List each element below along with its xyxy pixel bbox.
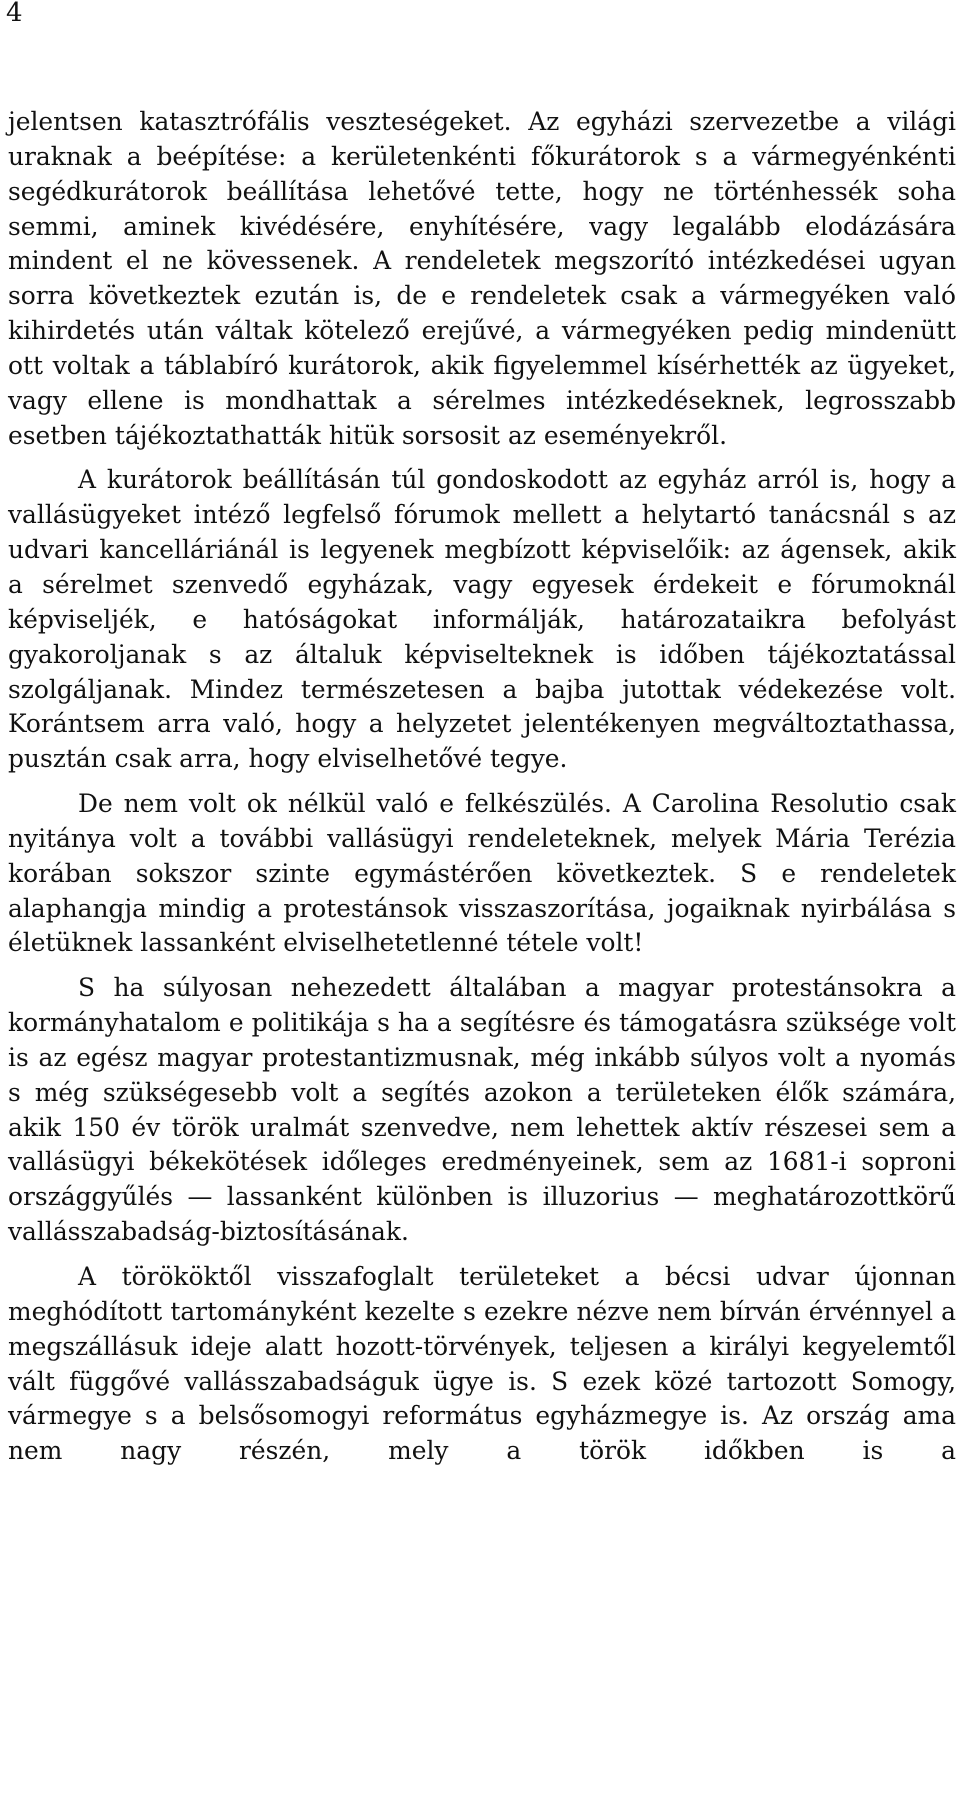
paragraph: De nem volt ok nélkül való e felkészülés. A Carolina Resolutio csak nyitánya volt a további vallásügyi rendeleteknek, melyek Mária Terézia korában sokszor szinte egymástérően következtek. S e rendeletek alaphangja mindig a protestánsok visszaszorítása, jogaiknak nyirbálása s életüknek lassanként elviselhetetlenné tétele volt! bbox=[8, 789, 956, 958]
paragraph: A törököktől visszafoglalt területeket a bécsi udvar újonnan meghódított tartományként kezelte s ezekre nézve nem bírván érvénnyel a megszállásuk ideje alatt hozott-törvények, teljesen a királyi kegyelemtől vált függővé vallásszabadságuk ügye is. S ezek közé tartozott Somogy, vármegye s a belsősomogyi református egyházmegye is. Az ország ama nem nagy részén, mely a török időkben is a bbox=[8, 1262, 956, 1466]
document-body bbox=[8, 105, 956, 1479]
paragraph: S ha súlyosan nehezedett általában a magyar protestánsokra a kormányhatalom e politikája s ha a segítésre és támogatásra szüksége volt is az egész magyar protestantizmusnak, még inkább súlyos volt a nyomás s még szükségesebb volt a segítés azokon a területeken élők számára, akik 150 év török uralmát szenvedve, nem lehettek aktív részesei sem a vallásügyi békekötések időleges eredményeinek, sem az 1681-i soproni országgyűlés — lassanként különben is illuzorius — meghatározottkörű vallásszabadság-biztosításának. bbox=[8, 973, 956, 1247]
paragraph: A kurátorok beállításán túl gondoskodott az egyház arról is, hogy a vallásügyeket intéző legfelső fórumok mellett a helytartó tanácsnál s az udvari kancelláriánál is legyenek megbízott képviselőik: az ágensek, akik a sérelmet szenvedő egyházak, vagy egyesek érdekeit e fórumoknál képviseljék, e hatóságokat informálják, határozataikra befolyást gyakoroljanak s az általuk képviselteknek is időben tájékoztatással szolgáljanak. Mindez természetesen a bajba jutottak védekezése volt. Korántsem arra való, hogy a helyzetet jelentékenyen megváltoztathassa, pusztán csak arra, hogy elviselhetővé tegye. bbox=[8, 465, 956, 774]
paragraph: jelentsen katasztrófális veszteségeket. Az egyházi szervezetbe a világi uraknak a beépítése: a kerületenkénti főkurátorok s a vármegyénkénti segédkurátorok beállítása lehetővé tette, hogy ne történhessék soha semmi, aminek kivédésére, enyhítésére, vagy legalább elodázására mindent el ne kövessenek. A rendeletek megszorító intézkedései ugyan sorra következtek ezután is, de e rendeletek csak a vármegyéken való kihirdetés után váltak kötelező erejűvé, a vármegyéken pedig mindenütt ott voltak a táblabíró kurátorok, akik figyelemmel kísérhették az ügyeket, vagy ellene is mondhattak a sérelmes intézkedéseknek, legrosszabb esetben tájékoztathatták hitük sorsosit az eseményekről. bbox=[8, 107, 956, 450]
page-number: 4 bbox=[6, 0, 23, 28]
